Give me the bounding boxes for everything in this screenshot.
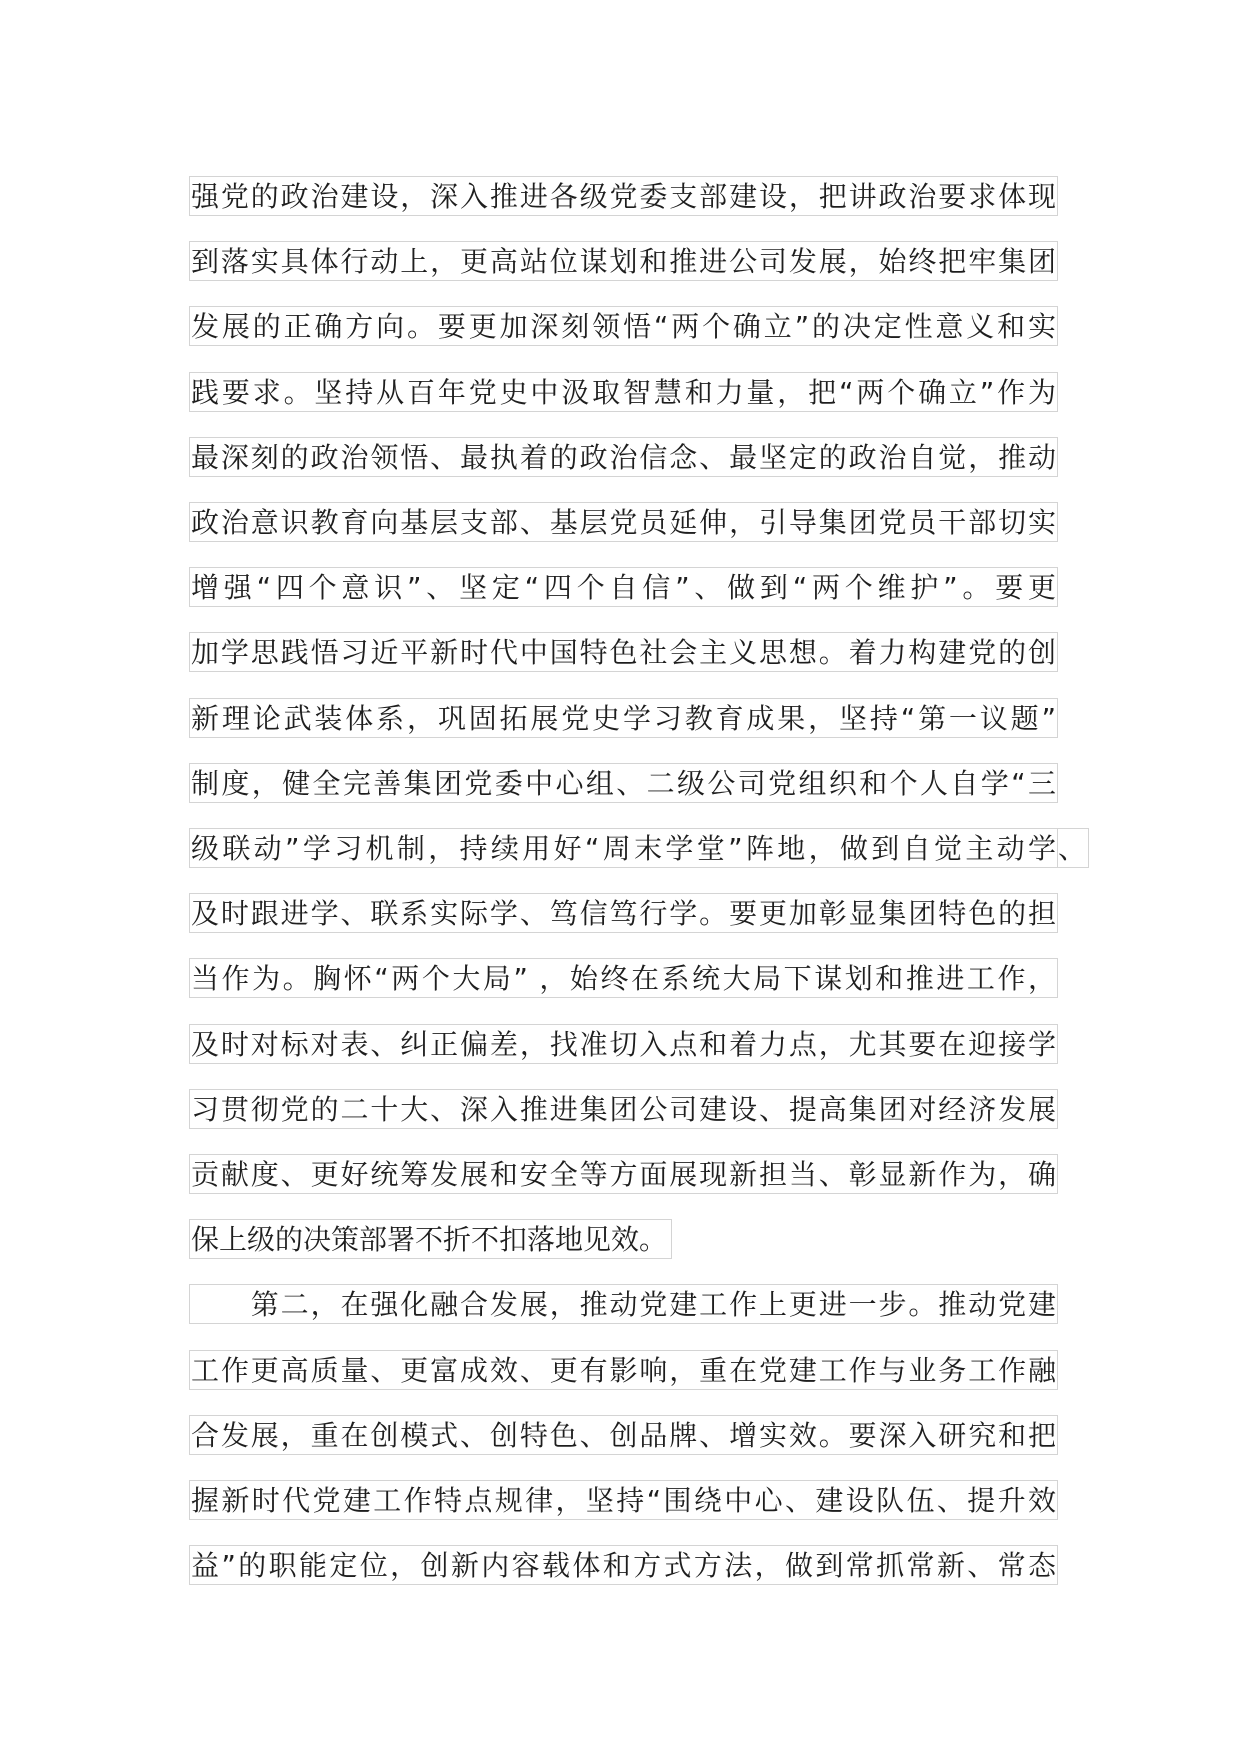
- text-line: 级联动”学习机制，持续用好“周末学堂”阵地，做到自觉主动学: [189, 828, 1058, 868]
- text-line: 握新时代党建工作特点规律，坚持“围绕中心、建设队伍、提升效: [189, 1480, 1058, 1520]
- text-line: 政治意识教育向基层支部、基层党员延伸，引导集团党员干部切实: [189, 502, 1058, 542]
- text-line: 贡献度、更好统筹发展和安全等方面展现新担当、彰显新作为，确: [189, 1154, 1058, 1194]
- text-line: 增强“四个意识”、坚定“四个自信”、做到“两个维护”。要更: [189, 567, 1058, 607]
- text-line: 及时跟进学、联系实际学、笃信笃行学。要更加彰显集团特色的担: [189, 893, 1058, 933]
- text-line: 保上级的决策部署不折不扣落地见效。: [189, 1219, 672, 1259]
- text-line: 当作为。胸怀“两个大局” ，始终在系统大局下谋划和推进工作，: [189, 958, 1058, 998]
- text-line: 益”的职能定位，创新内容载体和方式方法，做到常抓常新、常态: [189, 1545, 1058, 1585]
- text-line: 到落实具体行动上，更高站位谋划和推进公司发展，始终把牢集团: [189, 241, 1058, 281]
- text-line: 习贯彻党的二十大、深入推进集团公司建设、提高集团对经济发展: [189, 1089, 1058, 1129]
- text-line: 加学思践悟习近平新时代中国特色社会主义思想。着力构建党的创: [189, 632, 1058, 672]
- overflow-punctuation: 、: [1057, 828, 1089, 868]
- text-line: 制度，健全完善集团党委中心组、二级公司党组织和个人自学“三: [189, 763, 1058, 803]
- text-line: 强党的政治建设，深入推进各级党委支部建设，把讲政治要求体现: [189, 176, 1058, 216]
- paragraph-start-line: 第二，在强化融合发展，推动党建工作上更进一步。推动党建: [189, 1284, 1058, 1324]
- text-line: 践要求。坚持从百年党史中汲取智慧和力量，把“两个确立”作为: [189, 372, 1058, 412]
- text-line: 新理论武装体系，巩固拓展党史学习教育成果，坚持“第一议题”: [189, 698, 1058, 738]
- text-line: 最深刻的政治领悟、最执着的政治信念、最坚定的政治自觉，推动: [189, 437, 1058, 477]
- text-line: 工作更高质量、更富成效、更有影响，重在党建工作与业务工作融: [189, 1350, 1058, 1390]
- text-line: 发展的正确方向。要更加深刻领悟“两个确立”的决定性意义和实: [189, 306, 1058, 346]
- text-line: 及时对标对表、纠正偏差，找准切入点和着力点，尤其要在迎接学: [189, 1024, 1058, 1064]
- text-line: 合发展，重在创模式、创特色、创品牌、增实效。要深入研究和把: [189, 1415, 1058, 1455]
